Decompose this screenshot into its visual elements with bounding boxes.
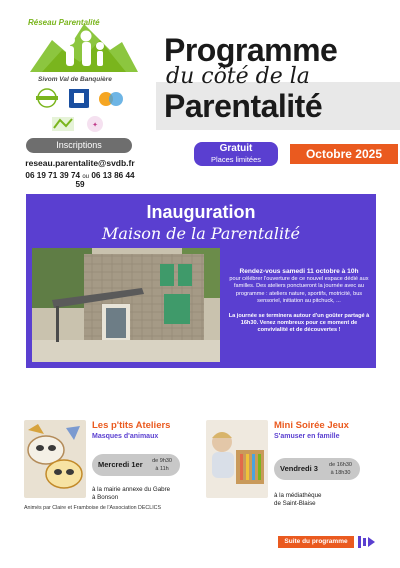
activity-2-day: Vendredi 3	[280, 464, 318, 473]
inauguration-lead: Rendez-vous samedi 11 octobre à 10h	[239, 268, 359, 275]
title-cote: du côté de la	[166, 64, 310, 89]
activity-2-when	[274, 458, 360, 480]
phone-or: ou	[82, 174, 90, 180]
region-logo-icon	[96, 88, 126, 108]
france-logo-icon	[68, 88, 90, 108]
inauguration-text	[226, 268, 372, 335]
caf-logo-icon	[32, 88, 62, 108]
phone-2[interactable]: 06 13 86 44 59	[75, 171, 135, 189]
reseau-parentalite-logo	[22, 10, 140, 90]
inauguration-text-1: pour célébrer l'ouverture de ce nouvel espace dédié aux familles. Des ateliers ponctueront la journée avec au programme : ateliers nature, sportifs, motricité, bus sensoriel, initiation au pitchuck, ...	[229, 276, 369, 304]
inscriptions-badge: Inscriptions	[26, 138, 132, 153]
sud-logo-icon	[50, 114, 76, 134]
gratuit-label: Gratuit	[219, 143, 253, 154]
activity-2-times	[329, 461, 352, 477]
activity-1-time-from: de 9h30	[152, 458, 172, 464]
activity-1-place	[92, 486, 170, 502]
title-parentalite: Parentalité	[164, 88, 323, 124]
activity-2-place-line-2: de Saint-Blaise	[274, 500, 316, 507]
logo-sub-text: Sivom Val de Banquière	[38, 76, 112, 83]
partner-logos-row-2	[50, 114, 120, 134]
activity-1-when	[92, 454, 180, 476]
masks-photo	[24, 420, 86, 498]
activity-2-subtitle: S'amuser en famille	[274, 433, 340, 440]
forward-arrows-icon[interactable]	[358, 534, 376, 550]
inauguration-text-2: La journée se terminera autour d'un goûter partagé à 16h30. Venez nombreux pour ce moment de convivialité et de découvertes !	[228, 313, 370, 334]
inauguration-subtitle: Maison de la Parentalité	[102, 224, 300, 243]
title-programme: Programme	[164, 32, 338, 68]
activity-1-title: Les p'tits Ateliers	[92, 420, 171, 431]
activity-1-subtitle: Masques d'animaux	[92, 433, 159, 440]
cpts-logo-icon	[82, 114, 108, 134]
activity-1-place-line-1: à la mairie annexe du Gabre	[92, 486, 171, 493]
inauguration-panel	[26, 194, 376, 368]
activity-2-title: Mini Soirée Jeux	[274, 420, 349, 431]
phone-1[interactable]: 06 19 71 39 74	[25, 171, 81, 180]
contact-email[interactable]: reseau.parentalite@svdb.fr	[25, 158, 135, 168]
contact-phones	[22, 171, 138, 189]
activity-1-place-line-2: à Bonson	[92, 494, 119, 501]
logo-arc-text: Réseau Parentalité	[28, 18, 100, 27]
activity-1-times	[152, 457, 172, 473]
house-photo	[32, 248, 220, 362]
month-badge: Octobre 2025	[290, 144, 398, 164]
inauguration-title: Inauguration	[146, 202, 256, 222]
games-photo	[206, 420, 268, 498]
child-games-icon	[206, 420, 268, 498]
activity-2-time-from: de 16h30	[329, 462, 352, 468]
activity-1-day: Mercredi 1er	[98, 460, 143, 469]
house-illustration-icon	[32, 248, 220, 362]
suite-programme-button[interactable]: Suite du programme	[278, 536, 354, 548]
places-label: Places limitées	[210, 155, 262, 164]
activity-2-place	[274, 492, 321, 508]
activity-2-place-line-1: à la médiathèque	[274, 492, 322, 499]
animal-masks-icon	[24, 420, 86, 498]
gratuit-badge	[194, 142, 278, 166]
activity-1-time-to: à 11h	[155, 466, 169, 472]
animated-by-note: Animés par Claire et Framboise de l'Association DECLICS	[24, 505, 162, 511]
svg-text:✦: ✦	[92, 122, 98, 129]
partner-logos-row-1	[32, 88, 132, 108]
activity-2-time-to: à 18h30	[330, 470, 351, 476]
